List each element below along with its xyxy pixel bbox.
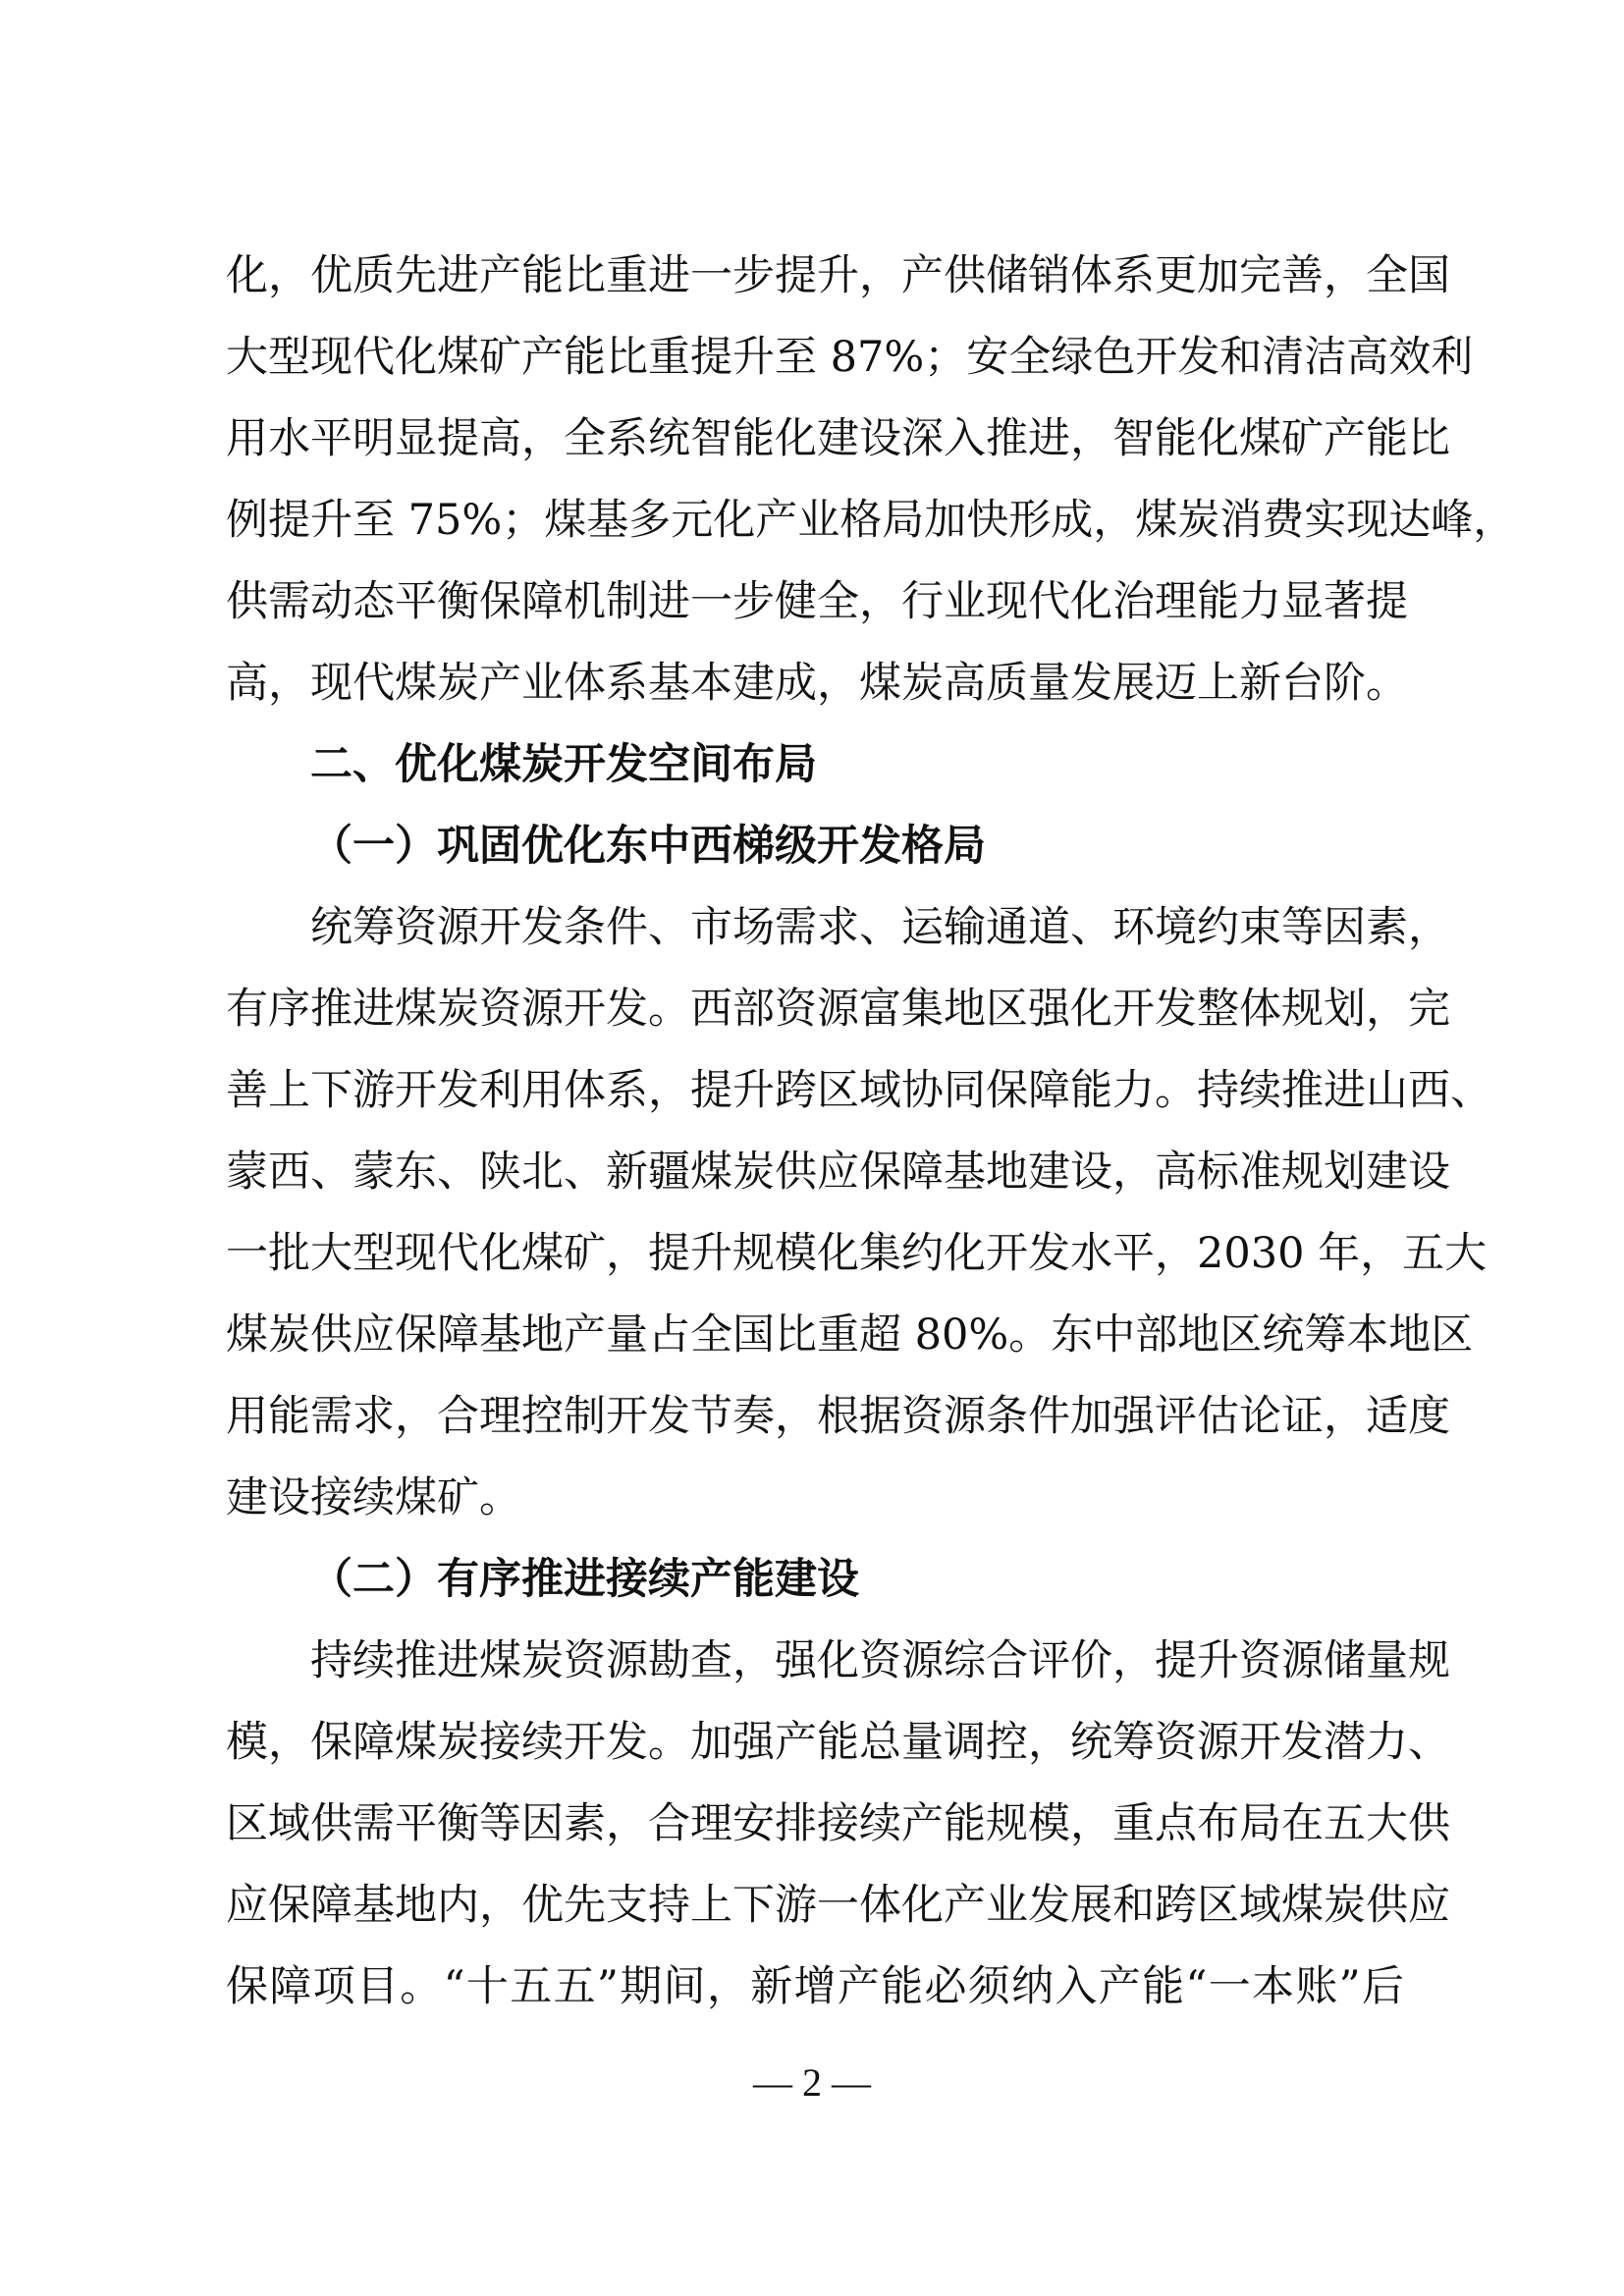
text-line: 保障项目。“十五五”期间，新增产能必须纳入产能“一本账”后 bbox=[226, 1962, 1404, 2011]
text-line: 例提升至 75%；煤基多元化产业格局加快形成，煤炭消费实现达峰， bbox=[226, 496, 1516, 545]
document-body bbox=[226, 236, 1516, 2028]
text-line: 煤炭供应保障基地产量占全国比重超 80%。东中部地区统筹本地区 bbox=[226, 1310, 1474, 1360]
text-line: 有序推进煤炭资源开发。西部资源富集地区强化开发整体规划，完 bbox=[226, 985, 1450, 1034]
section-heading: 二、优化煤炭开发空间布局 bbox=[310, 740, 817, 789]
subsection-heading: （二）有序推进接续产能建设 bbox=[310, 1555, 859, 1604]
text-line: 化，优质先进产能比重进一步提升，产供储销体系更加完善，全国 bbox=[226, 251, 1450, 300]
page-number: — 2 — bbox=[753, 2060, 871, 2105]
paragraph-development-pattern bbox=[226, 887, 1492, 1539]
text-line: 统筹资源开发条件、市场需求、运输通道、环境约束等因素， bbox=[310, 903, 1450, 952]
text-line: 模，保障煤炭接续开发。加强产能总量调控，统筹资源开发潜力、 bbox=[226, 1718, 1450, 1767]
text-line: 建设接续煤矿。 bbox=[226, 1473, 521, 1522]
text-line: 持续推进煤炭资源勘查，强化资源综合评价，提升资源储量规 bbox=[310, 1636, 1450, 1685]
text-line: 区域供需平衡等因素，合理安排接续产能规模，重点布局在五大供 bbox=[226, 1799, 1450, 1848]
text-line: 供需动态平衡保障机制进一步健全，行业现代化治理能力显著提 bbox=[226, 577, 1408, 626]
paragraph-goals bbox=[226, 236, 1516, 724]
paragraph-capacity-construction bbox=[226, 1621, 1450, 2028]
text-line: 大型现代化煤矿产能比重提升至 87%；安全绿色开发和清洁高效利 bbox=[226, 333, 1474, 382]
subsection-heading: （一）巩固优化东中西梯级开发格局 bbox=[310, 822, 986, 871]
text-line: 高，现代煤炭产业体系基本建成，煤炭高质量发展迈上新台阶。 bbox=[226, 659, 1408, 708]
text-line: 用能需求，合理控制开发节奏，根据资源条件加强评估论证，适度 bbox=[226, 1392, 1450, 1441]
text-line: 应保障基地内，优先支持上下游一体化产业发展和跨区域煤炭供应 bbox=[226, 1881, 1450, 1930]
text-line: 蒙西、蒙东、陕北、新疆煤炭供应保障基地建设，高标准规划建设 bbox=[226, 1148, 1450, 1197]
text-line: 一批大型现代化煤矿，提升规模化集约化开发水平，2030 年，五大 bbox=[226, 1229, 1488, 1278]
text-line: 用水平明显提高，全系统智能化建设深入推进，智能化煤矿产能比 bbox=[226, 414, 1450, 463]
text-line: 善上下游开发利用体系，提升跨区域协同保障能力。持续推进山西、 bbox=[226, 1066, 1492, 1115]
